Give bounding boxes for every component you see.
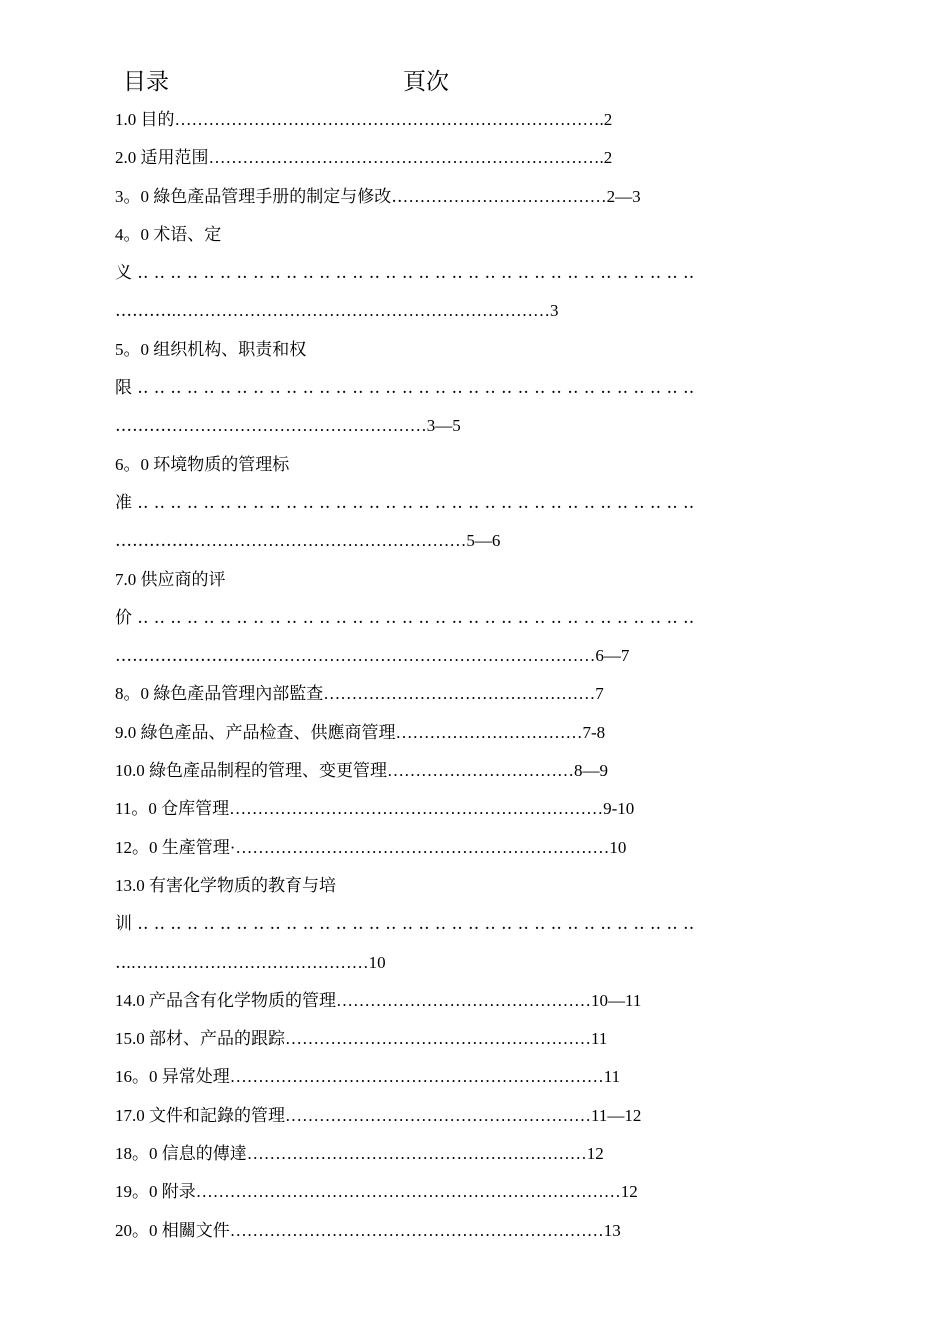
toc-entry: 12。0 生產管理·…………………………………………………………10 (115, 837, 627, 857)
toc-entry: 8。0 綠色產品管理內部監查…………………………………………7 (115, 684, 604, 704)
toc-entry-continuation: 义‥‥‥‥‥‥‥‥‥‥‥‥‥‥‥‥‥‥‥‥‥‥‥‥‥‥‥‥‥‥‥‥‥‥ (115, 263, 700, 283)
toc-entry: 14.0 产品含有化学物质的管理………………………………………10—11 (115, 990, 642, 1010)
toc-entry-continuation: 准‥‥‥‥‥‥‥‥‥‥‥‥‥‥‥‥‥‥‥‥‥‥‥‥‥‥‥‥‥‥‥‥‥‥ (115, 492, 700, 512)
toc-entry: 1.0 目的………………………………………………………………….2 (115, 110, 613, 129)
page-number-column-title: 頁次 (403, 69, 449, 95)
toc-entry: 15.0 部材、产品的跟踪………………………………………………11 (115, 1029, 608, 1049)
toc-entry-continuation: ‥‥‥‥‥………………………………………3—5 (115, 416, 461, 436)
toc-entry: 5。0 组织机构、职责和权 (115, 339, 307, 359)
toc-entry: 13.0 有害化学物质的教育与培 (115, 875, 336, 895)
toc-entry: 16。0 异常处理…………………………………………………………11 (115, 1067, 621, 1087)
toc-entry: 2.0 适用范围…………………………………………………………….2 (115, 148, 613, 168)
toc-entry: 3。0 綠色產品管理手册的制定与修改‥………………………………2—3 (115, 186, 641, 206)
toc-entry-continuation: ‥‥‥‥‥‥‥…………………………………………5—6 (115, 531, 501, 551)
toc-entry-continuation: ‥.……………………………………10 (115, 952, 386, 972)
toc-entry: 11。0 仓库管理…………………………………………………………9-10 (115, 799, 635, 819)
table-of-contents (115, 101, 875, 1250)
toc-entry: 20。0 相關文件…………………………………………………………13 (115, 1220, 621, 1240)
toc-entry: 7.0 供应商的评 (115, 569, 226, 589)
toc-entry: 9.0 綠色產品、产品检查、供應商管理……………………………7-8 (115, 722, 606, 742)
toc-entry-continuation: ‥‥‥‥‥‥‥‥‥‥‥‥.……………………………………………………6—7 (115, 646, 630, 666)
toc-header (0, 64, 950, 100)
toc-entry: 18。0 信息的傳達……………………………………………………12 (115, 1144, 604, 1164)
toc-entry: 4。0 术语、定 (115, 224, 222, 244)
toc-entry: 19。0 附录…………………………………………………………………12 (115, 1182, 638, 1202)
toc-entry-continuation: 训‥‥‥‥‥‥‥‥‥‥‥‥‥‥‥‥‥‥‥‥‥‥‥‥‥‥‥‥‥‥‥‥‥‥ (115, 914, 700, 934)
toc-entry-continuation: ‥‥‥‥‥.…………………………………………………………3 (115, 301, 559, 321)
toc-title: 目录 (123, 69, 169, 95)
toc-entry-continuation: 价‥‥‥‥‥‥‥‥‥‥‥‥‥‥‥‥‥‥‥‥‥‥‥‥‥‥‥‥‥‥‥‥‥‥ (115, 607, 700, 627)
toc-entry-continuation: 限‥‥‥‥‥‥‥‥‥‥‥‥‥‥‥‥‥‥‥‥‥‥‥‥‥‥‥‥‥‥‥‥‥‥ (115, 378, 700, 398)
toc-entry: 17.0 文件和記錄的管理………………………………………………11—12 (115, 1105, 642, 1125)
toc-entry: 10.0 綠色產品制程的管理、变更管理……………………………8—9 (115, 761, 608, 781)
toc-entry: 6。0 环境物质的管理标 (115, 454, 290, 474)
